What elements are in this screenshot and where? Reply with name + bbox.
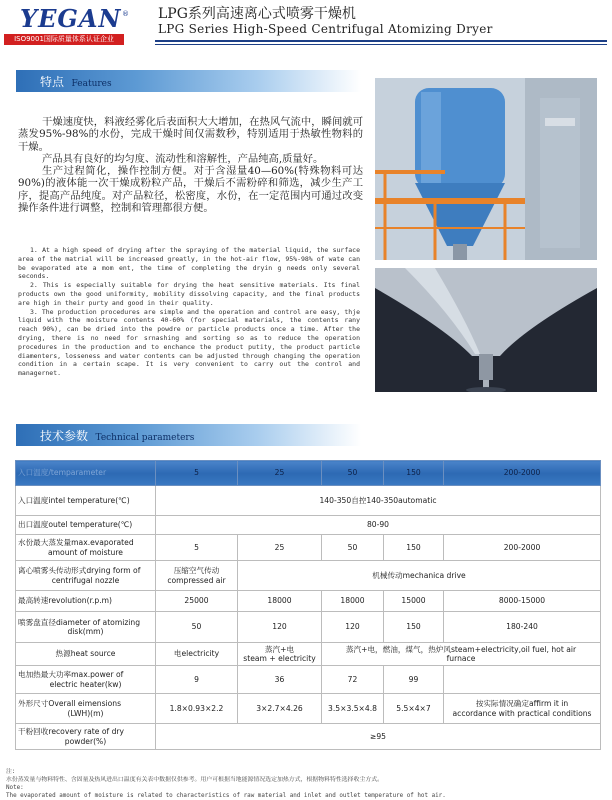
row-label-line: 电加热最大功率max.power of bbox=[18, 670, 124, 679]
row-label-line: 水份最大蒸发量max.evaporated bbox=[18, 538, 134, 547]
feature-paragraph-en: 2. This is especially suitable for drying the heat sensitive materials. Its final products own the good uniformity, mobility dissolving capacity, and the final products are high in their purty and good in their quality. bbox=[18, 281, 360, 307]
technical-section-header bbox=[16, 424, 361, 446]
table-cell: ≥95 bbox=[156, 724, 601, 750]
row-label: 入口温度intel temperature(℃) bbox=[16, 486, 156, 516]
feature-paragraph-cn: 干燥速度快，料液经雾化后表面积大大增加，在热风气流中，瞬间就可蒸发95%-98%的水份，完成干燥时间仅需数秒，特别适用于热敏性物料的干燥。 bbox=[18, 116, 363, 153]
table-row bbox=[16, 666, 601, 694]
table-cell: 150 bbox=[384, 612, 444, 643]
dryer-installation-photo bbox=[375, 78, 597, 260]
table-cell: 9 bbox=[156, 666, 238, 694]
table-cell: 18000 bbox=[322, 591, 384, 612]
cell-line: steam + electricity bbox=[243, 654, 316, 663]
table-header-cell: 25 bbox=[238, 461, 322, 486]
row-label: 最高转速revolution(r.p.m) bbox=[16, 591, 156, 612]
table-cell: 72 bbox=[322, 666, 384, 694]
table-cell: 80-90 bbox=[156, 516, 601, 535]
row-label: 热源heat source bbox=[16, 643, 156, 666]
table-cell bbox=[444, 694, 601, 724]
row-label-line: 外形尺寸Overall eimensions bbox=[18, 699, 122, 708]
note-label-en: Note: bbox=[6, 785, 24, 791]
table-header-cell: 50 bbox=[322, 461, 384, 486]
table-cell: 18000 bbox=[238, 591, 322, 612]
row-label bbox=[16, 535, 156, 561]
atomizer-cone-photo bbox=[375, 268, 597, 392]
table-cell: 5 bbox=[156, 535, 238, 561]
footnotes bbox=[6, 768, 606, 800]
feature-paragraph-cn: 产品具有良好的均匀度、流动性和溶解性，产品纯高,质量好。 bbox=[42, 152, 324, 165]
table-cell: 1.8×0.93×2.2 bbox=[156, 694, 238, 724]
row-label bbox=[16, 724, 156, 750]
table-cell bbox=[238, 643, 322, 666]
header-rule-thin bbox=[155, 44, 607, 45]
features-section-header bbox=[16, 70, 361, 92]
features-heading-en: Features bbox=[71, 79, 112, 89]
note-text-en: The evaporated amount of moisture is related to characteristics of raw material and inlet and outlet temperature of hot air. bbox=[6, 793, 446, 799]
row-label bbox=[16, 612, 156, 643]
table-cell: 200-2000 bbox=[444, 535, 601, 561]
table-row bbox=[16, 561, 601, 591]
table-cell: 机械传动mechanica drive bbox=[238, 561, 601, 591]
page-title-en: LPG Series High-Speed Centrifugal Atomizing Dryer bbox=[158, 22, 493, 36]
header-rule bbox=[155, 40, 607, 42]
table-cell: 140-350自控140-350automatic bbox=[156, 486, 601, 516]
row-label bbox=[16, 666, 156, 694]
table-cell bbox=[322, 643, 601, 666]
row-label-line: powder(%) bbox=[64, 736, 107, 746]
feature-paragraph-en: 3. The production procedures are simple and the operation and control are easy, thje liquid with the moisture contents 40-60% (for special materials, the contents rany reach 90%), can be dried into the powdre or particle products once a time. After the drying, there is no need for srnashing and sorting so as to reduce the operation procedures in the production and to enchance the product putity, the product particle diamenters, losseness and water contents can be adjusted through changing the operation condition in a certain scape. It is very convenient to carry out the control and managernet. bbox=[18, 307, 360, 378]
features-heading bbox=[40, 73, 112, 90]
table-header-label: 入口温度/temparameter bbox=[16, 461, 156, 486]
table-header-row bbox=[16, 461, 601, 486]
row-label-line: amount of moisture bbox=[48, 547, 123, 557]
logo-registered-mark: ® bbox=[122, 10, 129, 18]
note-label-cn: 注: bbox=[6, 769, 16, 775]
table-cell: 25 bbox=[238, 535, 322, 561]
table-cell: 50 bbox=[322, 535, 384, 561]
table-row bbox=[16, 612, 601, 643]
table-row bbox=[16, 724, 601, 750]
table-cell: 50 bbox=[156, 612, 238, 643]
row-label-line: (LWH)(m) bbox=[67, 708, 104, 718]
table-row bbox=[16, 486, 601, 516]
table-cell: 15000 bbox=[384, 591, 444, 612]
table-row bbox=[16, 694, 601, 724]
table-cell: 电electricity bbox=[156, 643, 238, 666]
row-label-line: electric heater(kw) bbox=[49, 679, 122, 689]
row-label bbox=[16, 694, 156, 724]
row-label-line: 干粉回收recovery rate of dry bbox=[18, 727, 125, 736]
row-label-line: 离心喷雾头传动形式drying form of bbox=[18, 566, 141, 575]
technical-parameters-table bbox=[15, 460, 600, 750]
table-row bbox=[16, 643, 601, 666]
table-cell: 25000 bbox=[156, 591, 238, 612]
cell-line: 按实际情况确定affirm it in bbox=[475, 699, 569, 708]
table-row bbox=[16, 535, 601, 561]
cell-line: accordance with practical conditions bbox=[452, 708, 592, 718]
table-cell: 8000-15000 bbox=[444, 591, 601, 612]
cell-line: 蒸汽+电，燃油，煤气，热炉风steam+electricity,oil fuel, hot air bbox=[345, 644, 577, 654]
table-cell: 3.5×3.5×4.8 bbox=[322, 694, 384, 724]
features-text-cn bbox=[18, 116, 363, 214]
logo-text: YEGAN bbox=[20, 4, 122, 33]
row-label: 出口温度outel temperature(℃) bbox=[16, 516, 156, 535]
table-cell: 3×2.7×4.26 bbox=[238, 694, 322, 724]
feature-paragraph-en: 1. At a high speed of drying after the spraying of the material liquid, the surface area of the matrial will be increased greatly, in the hot-air flow, 95%-98% of wate can be evaporated ate a mom ent, the time of completing the dryin g needs only several seconds. bbox=[18, 246, 360, 281]
features-text-en bbox=[18, 246, 360, 378]
technical-heading bbox=[40, 427, 194, 444]
iso-cert-strip: ISO9001国际质量体系认证企业 bbox=[4, 34, 124, 45]
cell-line: 蒸汽+电 bbox=[264, 644, 295, 654]
table-row bbox=[16, 591, 601, 612]
row-label bbox=[16, 561, 156, 591]
technical-heading-en: Technical parameters bbox=[95, 433, 195, 443]
features-heading-cn: 特点 bbox=[40, 75, 65, 89]
table-header-cell: 150 bbox=[384, 461, 444, 486]
feature-paragraph-cn: 生产过程简化，操作控制方便。对于含湿量40—60%(特殊物料可达90%)的液体能一次干燥成粉粒产品，干燥后不需粉碎和筛选，减少生产工序，提高产品纯度。对产品粒径，松密度，水份，在一定范围内可通过改变操作条件进行调整，控制和管理都很方便。 bbox=[18, 165, 363, 215]
cell-line: 压缩空气传动 bbox=[173, 566, 220, 575]
table-cell bbox=[156, 561, 238, 591]
table-cell: 180-240 bbox=[444, 612, 601, 643]
table-header-cell: 200-2000 bbox=[444, 461, 601, 486]
table-cell: 99 bbox=[384, 666, 444, 694]
note-text-cn: 水份蒸发量与物料特性、含固量及热风进出口温度有关表中数据仅供参考。用户可根据当地能源情况选定加热方式，根据物料特性选择收尘方式。 bbox=[6, 777, 383, 783]
table-cell: 5.5×4×7 bbox=[384, 694, 444, 724]
cell-line: furnace bbox=[446, 654, 476, 663]
table-cell: 150 bbox=[384, 535, 444, 561]
row-label-line: 喷雾盘直径diameter of atomizing bbox=[18, 617, 141, 627]
table-cell: 120 bbox=[238, 612, 322, 643]
page-title-cn: LPG系列高速离心式喷雾干燥机 bbox=[158, 6, 356, 22]
technical-heading-cn: 技术参数 bbox=[40, 429, 89, 443]
table-cell bbox=[444, 666, 601, 694]
cell-line: compressed air bbox=[167, 575, 226, 585]
row-label-line: disk(mm) bbox=[67, 627, 104, 636]
table-header-cell: 5 bbox=[156, 461, 238, 486]
table-cell: 36 bbox=[238, 666, 322, 694]
table-cell: 120 bbox=[322, 612, 384, 643]
page-header bbox=[0, 0, 612, 52]
row-label-line: centrifugal nozzle bbox=[51, 575, 120, 585]
table-row bbox=[16, 516, 601, 535]
